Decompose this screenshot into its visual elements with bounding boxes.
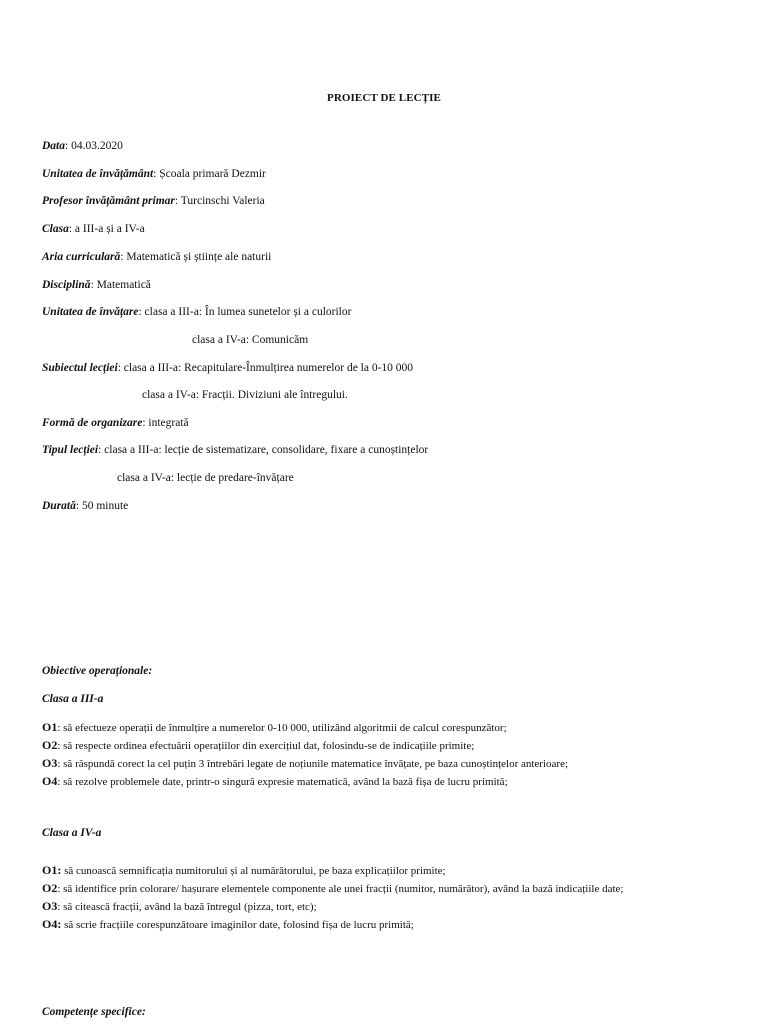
- objective-item: [42, 862, 727, 880]
- field-data-label: Data: [42, 140, 65, 152]
- objective-tag: O3: [42, 756, 58, 770]
- field-clasa-value: : a III-a și a IV-a: [68, 223, 145, 235]
- class-3-objectives: [42, 719, 727, 791]
- field-durata: [42, 500, 128, 512]
- field-clasa: [42, 223, 145, 235]
- field-unitate-invatare-value: : clasa a III-a: În lumea sunetelor și a culorilor: [138, 306, 352, 318]
- objective-tag: O2: [42, 881, 58, 895]
- field-profesor: [42, 195, 265, 207]
- field-forma: [42, 417, 189, 429]
- field-subiect-value-2: clasa a IV-a: Fracții. Diviziuni ale întregului.: [142, 389, 348, 401]
- objective-tag: O4: [42, 774, 58, 788]
- objective-text: : să răspundă corect la cel puțin 3 întrebări legate de noțiunile matematice învățate, pe baza cunoștințelor anterioare;: [57, 758, 569, 770]
- objective-text: : să rezolve problemele date, printr-o singură expresie matematică, având la bază fișa de lucru primită;: [57, 776, 508, 788]
- field-profesor-value: : Turcinschi Valeria: [174, 195, 265, 207]
- objectives-heading: Obiective operaționale:: [42, 665, 153, 677]
- field-data-value: : 04.03.2020: [65, 140, 123, 152]
- field-aria-value: : Matematică și științe ale naturii: [120, 251, 272, 263]
- field-unitate-invatare-label: Unitatea de învățare: [42, 306, 139, 318]
- field-tipul-value: : clasa a III-a: lecție de sistematizare, consolidare, fixare a cunoștințelor: [98, 444, 429, 456]
- field-durata-label: Durată: [42, 500, 76, 512]
- competente-heading: Competențe specifice:: [42, 1006, 146, 1018]
- field-clasa-label: Clasa: [42, 223, 69, 235]
- field-subiect-value: : clasa a III-a: Recapitulare-Înmulțirea numerelor de la 0-10 000: [117, 362, 414, 374]
- class-3-heading: Clasa a III-a: [42, 693, 104, 705]
- objective-text: să scrie fracțiile corespunzătoare imaginilor date, folosind fișa de lucru primită;: [61, 919, 414, 931]
- field-unitate-invatare-value-2: clasa a IV-a: Comunicăm: [192, 334, 309, 346]
- objective-tag: O1: [42, 720, 58, 734]
- field-tipul: [42, 444, 428, 456]
- objective-text: : să citească fracții, având la bază întregul (pizza, tort, etc);: [57, 901, 317, 913]
- field-disciplina-value: : Matematică: [90, 279, 151, 291]
- field-subiect-label: Subiectul lecției: [42, 362, 118, 374]
- field-unitate-invatamant-value: : Școala primară Dezmir: [153, 168, 266, 180]
- field-aria-label: Aria curriculară: [42, 251, 121, 263]
- class-4-objectives: [42, 862, 727, 934]
- objective-item: [42, 898, 727, 916]
- class-4-heading: Clasa a IV-a: [42, 827, 102, 839]
- objective-text: : să respecte ordinea efectuării operațiilor din exercițiul dat, folosindu-se de indicațiile primite;: [57, 740, 475, 752]
- objective-item: [42, 737, 727, 755]
- field-data: [42, 140, 123, 152]
- field-forma-label: Formă de organizare: [42, 417, 143, 429]
- field-forma-value: : integrată: [142, 417, 189, 429]
- objective-tag: O2: [42, 738, 58, 752]
- objective-tag: O1:: [42, 863, 62, 877]
- document-title: PROIECT DE LECȚIE: [327, 92, 441, 104]
- field-unitate-invatamant-label: Unitatea de învățământ: [42, 168, 154, 180]
- objective-tag: O3: [42, 899, 58, 913]
- objective-tag: O4:: [42, 917, 62, 931]
- field-unitate-invatamant: [42, 168, 266, 180]
- objective-text: să cunoască semnificația numitorului și al numărătorului, pe baza explicațiilor primite;: [61, 865, 446, 877]
- field-durata-value: : 50 minute: [75, 500, 129, 512]
- objective-item: [42, 719, 727, 737]
- field-unitate-invatare: [42, 306, 351, 318]
- field-aria: [42, 251, 271, 263]
- objective-item: [42, 773, 727, 791]
- field-subiect: [42, 362, 413, 374]
- objective-text: : să efectueze operații de înmulțire a numerelor 0-10 000, utilizând algoritmii de calcul corespunzător;: [57, 722, 507, 734]
- field-tipul-value-2: clasa a IV-a: lecție de predare-învățare: [117, 472, 294, 484]
- field-disciplina: [42, 279, 151, 291]
- field-disciplina-label: Disciplină: [42, 279, 91, 291]
- field-tipul-label: Tipul lecției: [42, 444, 99, 456]
- field-profesor-label: Profesor învățământ primar: [42, 195, 175, 207]
- objective-item: [42, 880, 727, 898]
- objective-item: [42, 755, 727, 773]
- objective-item: [42, 916, 727, 934]
- objective-text: : să identifice prin colorare/ hașurare elementele componente ale unei fracții (numitor, numărător), având la bază indicațiile date;: [57, 883, 624, 895]
